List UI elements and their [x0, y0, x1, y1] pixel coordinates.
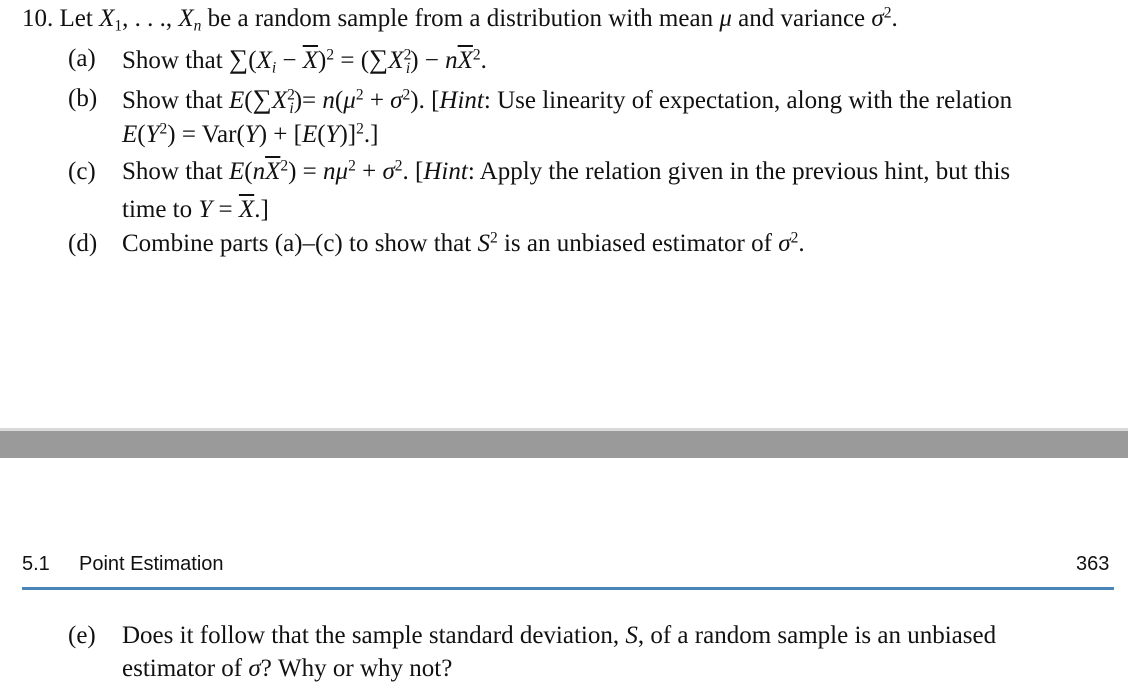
- math-mu: μ: [719, 5, 732, 32]
- part-b-hint-label: Hint: [439, 87, 484, 114]
- part-e-line1-a: Does it follow that the sample standard deviation,: [122, 622, 626, 649]
- page-break-band: [0, 431, 1128, 458]
- part-b-show-that: Show that: [122, 87, 229, 114]
- section-number: 5.1: [22, 553, 50, 575]
- math-sample-x1-xn: $X_1$, . . ., $X_n$: [99, 5, 202, 35]
- part-a-text: [122, 44, 487, 76]
- math-s: S: [625, 622, 638, 649]
- part-d-label: (d): [68, 230, 98, 257]
- part-e-text: [122, 621, 996, 651]
- section-title: Point Estimation: [79, 553, 224, 575]
- math-sigma: σ: [248, 655, 261, 682]
- part-a-show-that: Show that: [122, 47, 229, 74]
- part-c-text: [122, 157, 1010, 187]
- part-c-hint-text: : Apply the relation given in the previous hint, but this: [467, 158, 1011, 185]
- math-y-equals-xbar: $Y = \overline{X}$.]: [198, 196, 269, 223]
- part-d-text-2: is an unbiased estimator of: [497, 230, 779, 257]
- part-e-label: (e): [68, 622, 96, 649]
- part-c-label: (c): [68, 158, 96, 185]
- math-part-a-identity: $\sum(X_i - \overline{X})^2 = (\sum X^2_i) - n\overline{X}^2$.: [228, 44, 487, 77]
- part-b-hint-text: : Use linearity of expectation, along with the relation: [483, 87, 1013, 114]
- part-c-show-that: Show that: [122, 158, 229, 185]
- part-a-label: (a): [68, 45, 96, 72]
- part-e-line1-b: , of a random sample is an unbiased: [637, 622, 997, 649]
- math-part-b-variance-relation: $E(Y^2) = Var(Y) + [E(Y)]^2$.]: [122, 120, 379, 148]
- part-d-text: [122, 229, 805, 259]
- math-s-squared: $S^2$: [477, 229, 498, 257]
- part-e-text-line2: [122, 654, 452, 684]
- math-sigma-squared: $\sigma^2$.: [871, 4, 898, 32]
- header-rule: [22, 587, 1114, 590]
- part-c-text-line2: [122, 195, 269, 225]
- problem-intro: [22, 4, 898, 34]
- part-e-line2-b: ? Why or why not?: [260, 655, 453, 682]
- part-b-text-line2: [122, 120, 378, 150]
- part-c-time-to: time to: [122, 196, 199, 223]
- problem-intro-text-3: and variance: [731, 5, 872, 32]
- page-number: 363: [1076, 553, 1110, 575]
- math-sigma-squared-d: $\sigma^2$.: [778, 229, 805, 257]
- problem-intro-text-1: Let: [59, 5, 100, 32]
- problem-intro-text-2: be a random sample from a distribution with mean: [201, 5, 720, 32]
- part-e-line2-a: estimator of: [122, 655, 249, 682]
- part-d-text-1: Combine parts (a)–(c) to show that: [122, 230, 478, 257]
- problem-number: 10.: [22, 5, 54, 32]
- math-part-b-expectation: $E(\sum X^2_i)= n(\mu^2 + \sigma^2)$. [: [228, 84, 440, 117]
- part-b-text: [122, 84, 1012, 116]
- part-c-hint-label: Hint: [423, 158, 468, 185]
- math-part-c-expectation: $E(n\overline{X}^2) = n\mu^2 + \sigma^2$. [: [228, 157, 424, 185]
- part-b-label: (b): [68, 85, 98, 112]
